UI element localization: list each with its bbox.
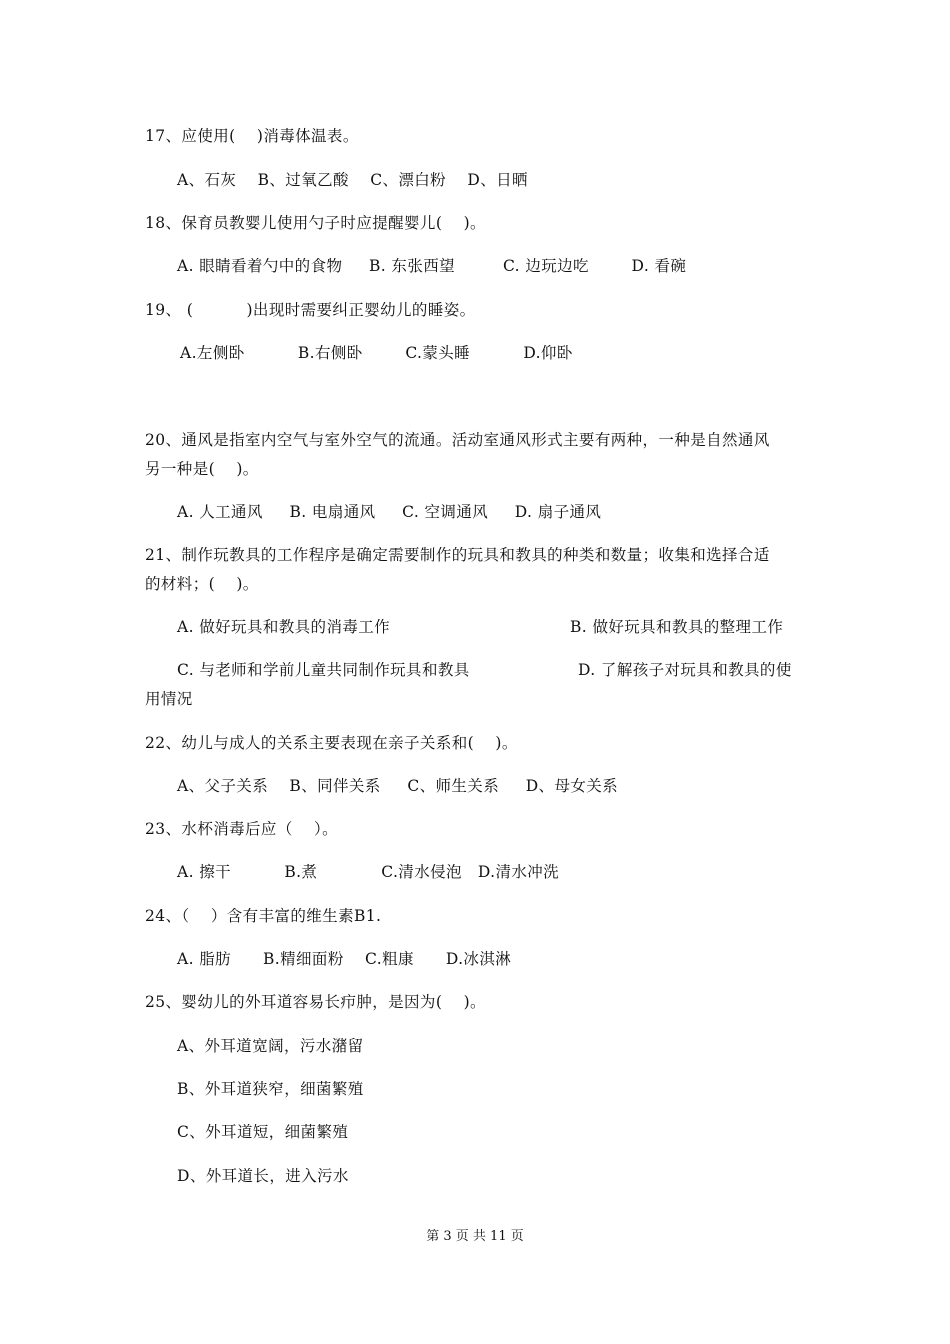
- question-23-stem: 23、水杯消毒后应（ ）。: [145, 820, 339, 838]
- question-21-option-b: B. 做好玩具和教具的整理工作: [570, 618, 784, 636]
- question-25-option-a: A、外耳道宽阔，污水潴留: [177, 1037, 364, 1055]
- question-19-options: A.左侧卧 B.右侧卧 C.蒙头睡 D.仰卧: [180, 344, 573, 362]
- question-20-stem-continued: 另一种是( )。: [145, 460, 259, 478]
- page-footer: 第 3 页 共 11 页: [426, 1229, 524, 1244]
- question-21-option-d: D. 了解孩子对玩具和教具的使: [578, 661, 792, 679]
- question-25-option-d: D、外耳道长，进入污水: [177, 1167, 349, 1185]
- question-21-option-d-continued: 用情况: [145, 690, 193, 708]
- question-22-options: A、父子关系 B、同伴关系 C、师生关系 D、母女关系: [177, 777, 619, 795]
- question-19-stem: 19、 ( )出现时需要纠正婴幼儿的睡姿。: [145, 301, 476, 319]
- question-17-options: A、石灰 B、过氧乙酸 C、漂白粉 D、日晒: [177, 171, 528, 189]
- question-21-stem: 21、制作玩教具的工作程序是确定需要制作的玩具和教具的种类和数量；收集和选择合适: [145, 546, 770, 564]
- question-24-stem: 24、（ ）含有丰富的维生素B1.: [145, 907, 382, 925]
- question-17-stem: 17、应使用( )消毒体温表。: [145, 127, 359, 145]
- question-20-stem: 20、通风是指室内空气与室外空气的流通。活动室通风形式主要有两种，一种是自然通风: [145, 431, 770, 449]
- question-20-options: A. 人工通风 B. 电扇通风 C. 空调通风 D. 扇子通风: [177, 503, 602, 521]
- question-25-option-c: C、外耳道短，细菌繁殖: [177, 1123, 349, 1141]
- question-24-options: A. 脂肪 B.精细面粉 C.粗康 D.冰淇淋: [177, 950, 512, 968]
- question-25-option-b: B、外耳道狭窄，细菌繁殖: [177, 1080, 364, 1098]
- question-21-stem-continued: 的材料；( )。: [145, 575, 259, 593]
- question-18-options: A. 眼睛看着勺中的食物 B. 东张西望 C. 边玩边吃 D. 看碗: [177, 257, 687, 275]
- question-21-option-c: C. 与老师和学前儿童共同制作玩具和教具: [177, 661, 470, 679]
- question-23-options: A. 擦干 B.煮 C.清水侵泡 D.清水冲洗: [177, 863, 560, 881]
- question-25-stem: 25、婴幼儿的外耳道容易长疖肿，是因为( )。: [145, 993, 486, 1011]
- question-21-option-a: A. 做好玩具和教具的消毒工作: [177, 618, 391, 636]
- question-18-stem: 18、保育员教婴儿使用勺子时应提醒婴儿( )。: [145, 214, 486, 232]
- question-22-stem: 22、幼儿与成人的关系主要表现在亲子关系和( )。: [145, 734, 518, 752]
